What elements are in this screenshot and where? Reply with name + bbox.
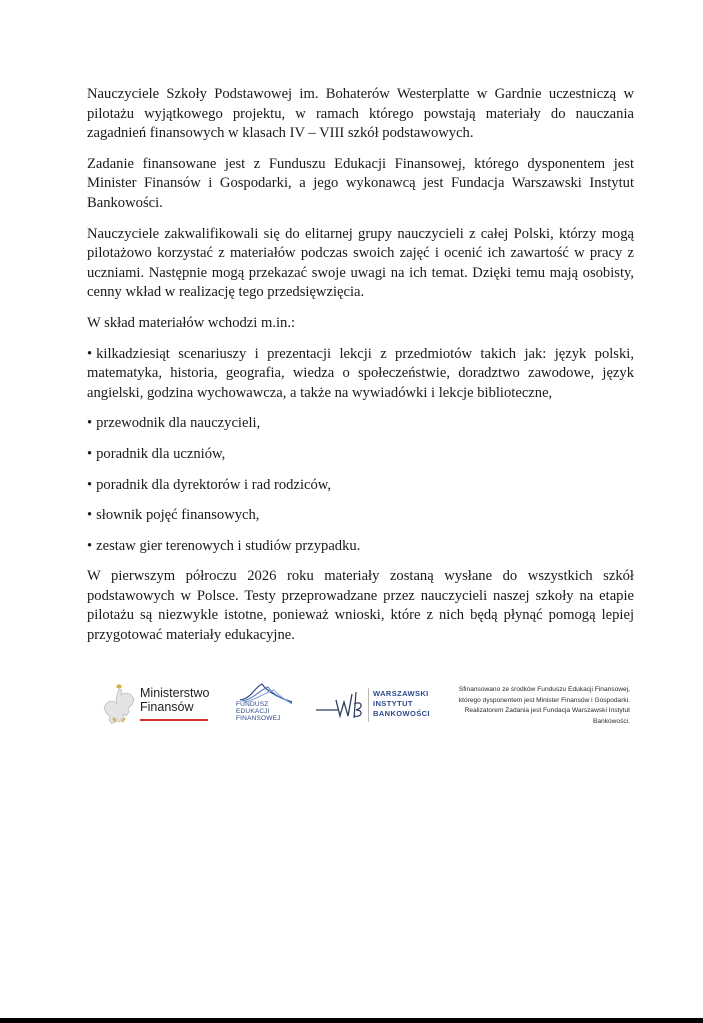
- paragraph-materials-intro: W skład materiałów wchodzi m.in.:: [87, 314, 296, 331]
- list-item: • kilkadziesiąt scenariuszy i prezentacji lekcji z przedmiotów takich jak: język polski, matematyka, historia, geografia, wiedza o społeczeństwie, doradztwo zawodowe, język angielski, godzina wychowawcza, a także na wywiadówki i lekcje biblioteczne,: [87, 345, 634, 401]
- footer-logos: [102, 682, 630, 732]
- bullet-icon: •: [87, 507, 93, 524]
- bullet-icon: •: [87, 445, 93, 462]
- wib-signature-icon: [316, 686, 368, 726]
- accent-bar: [140, 719, 208, 721]
- list-item: • przewodnik dla nauczycieli,: [87, 415, 261, 432]
- fundusz-edukacji-finansowej-logo: FUNDUSZ EDUKACJI FINANSOWEJ: [236, 682, 296, 730]
- list-item: • zestaw gier terenowych i studiów przypadku.: [87, 537, 361, 554]
- paragraph-funding: Zadanie finansowane jest z Funduszu Edukacji Finansowej, którego dysponentem jest Minister Finansów i Gospodarki, a jego wykonawcą jest Fundacja Warszawski Instytut Bankowości.: [87, 155, 634, 211]
- bullet-icon: •: [87, 537, 93, 554]
- materials-list: [87, 345, 634, 557]
- bottom-edge-bar: [0, 1018, 703, 1023]
- divider: [368, 688, 369, 722]
- paragraph-teachers: Nauczyciele zakwalifikowali się do elitarnej grupy nauczycieli z całej Polski, którzy mogą pilotażowo korzystać z materiałów podczas swoich zajęć i ocenić ich zawartość w pracy z uczniami. Następnie mogą przekazać swoje uwagi na ich temat. Dzięki temu mają osobisty, cenny wkład w realizację tego przedsięwzięcia.: [87, 225, 634, 301]
- funding-note: Sfinansowano ze środków Funduszu Edukacji Finansowej, którego dysponentem jest Minister Finansów i Gospodarki. Realizatorem Zadania jest Fundacja Warszawski Instytut Bankowości.: [458, 686, 630, 725]
- list-item: • słownik pojęć finansowych,: [87, 507, 260, 524]
- bullet-icon: •: [87, 476, 93, 493]
- bullet-icon: •: [87, 415, 93, 432]
- document-body: [87, 85, 634, 657]
- bullet-icon: •: [87, 345, 93, 362]
- warszawski-instytut-bankowosci-logo: WARSZAWSKI INSTYTUT BANKOWOŚCI: [316, 682, 436, 730]
- list-item: • poradnik dla uczniów,: [87, 445, 226, 462]
- list-item: • poradnik dla dyrektorów i rad rodziców,: [87, 476, 332, 493]
- white-eagle-emblem-icon: [102, 684, 136, 724]
- paragraph-intro: Nauczyciele Szkoły Podstawowej im. Bohaterów Westerplatte w Gardnie uczestniczą w pilotażu wyjątkowego projektu, w ramach którego powstają materiały do nauczania zagadnień finansowych w klasach IV – VIII szkół podstawowych.: [87, 86, 634, 142]
- paragraph-rollout: W pierwszym półroczu 2026 roku materiały zostaną wysłane do wszystkich szkół podstawowych w Polsce. Testy przeprowadzane przez nauczycieli naszej szkoły na etapie pilotażu są niezwykle istotne, ponieważ wnioski, które z nich będą płynąć pomogą lepiej przygotować materiały edukacyjne.: [87, 568, 634, 644]
- ministry-of-finance-logo: Ministerstwo Finansów: [102, 682, 212, 730]
